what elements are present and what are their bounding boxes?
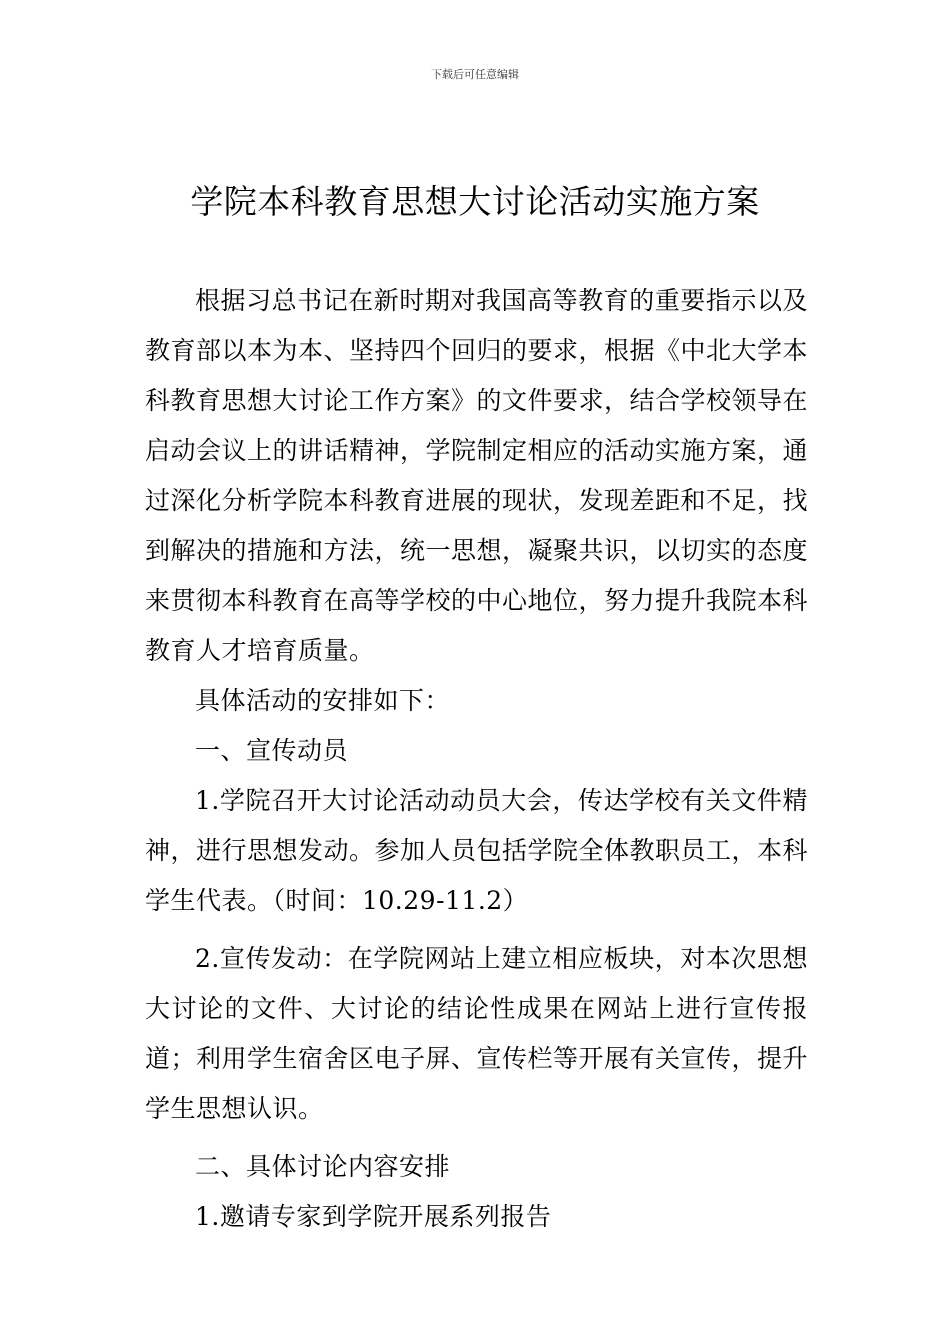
paragraph-item-1-2: 2.宣传发动：在学院网站上建立相应板块，对本次思想大讨论的文件、大讨论的结论性成果在网站上进行宣传报道；利用学生宿舍区电子屏、宣传栏等开展有关宣传，提升学生思想认识。 bbox=[145, 944, 809, 1123]
section-heading-2: 二、具体讨论内容安排 bbox=[195, 1152, 451, 1181]
paragraph-intro: 根据习总书记在新时期对我国高等教育的重要指示以及教育部以本为本、坚持四个回归的要求，根据《中北大学本科教育思想大讨论工作方案》的文件要求，结合学校领导在启动会议上的讲话精神，学院制定相应的活动实施方案，通过深化分析学院本科教育进展的现状，发现差距和不足，找到解决的措施和方法，统一思想，凝聚共识，以切实的态度来贯彻本科教育在高等学校的中心地位，努力提升我院本科教育人才培育质量。 bbox=[145, 286, 809, 665]
document-body bbox=[145, 276, 808, 1242]
document-title: 学院本科教育思想大讨论活动实施方案 bbox=[190, 182, 760, 221]
paragraph-arrangement: 具体活动的安排如下： bbox=[195, 686, 451, 715]
section-heading-1: 一、宣传动员 bbox=[195, 736, 349, 765]
header-note: 下载后可任意编辑 bbox=[431, 68, 519, 81]
paragraph-item-1-1: 1.学院召开大讨论活动动员大会，传达学校有关文件精神，进行思想发动。参加人员包括学院全体教职员工，本科学生代表。（时间：10.29-11.2） bbox=[145, 786, 809, 915]
paragraph-item-2-1: 1.邀请专家到学院开展系列报告 bbox=[195, 1202, 552, 1231]
